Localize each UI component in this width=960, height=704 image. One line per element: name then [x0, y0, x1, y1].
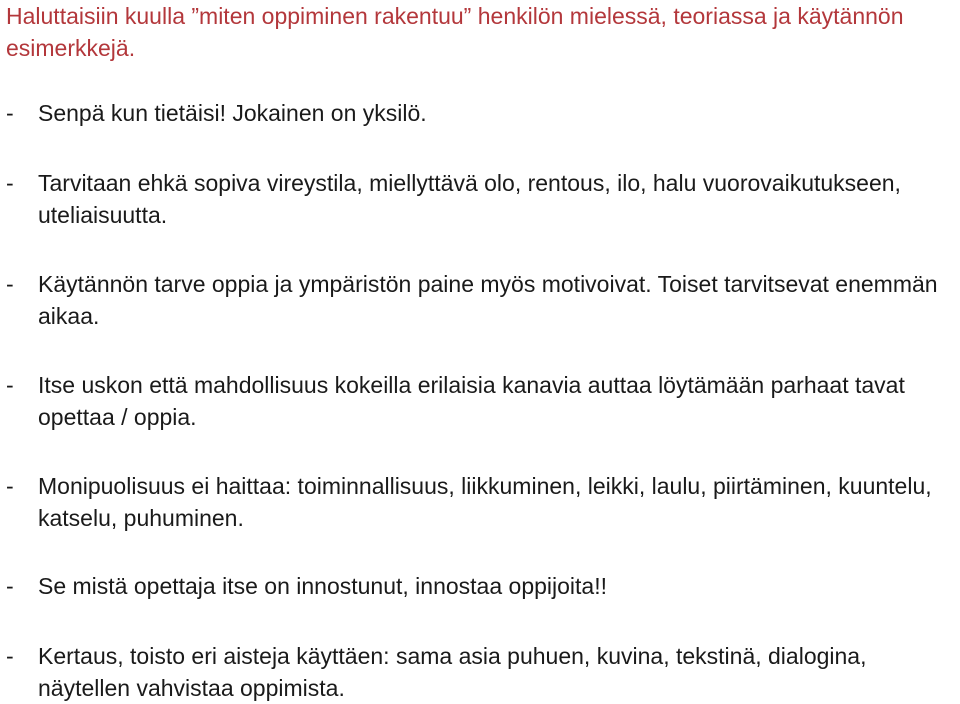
bullet-item: [6, 640, 956, 704]
bullet-item: [6, 268, 956, 332]
intro-question: Haluttaisiin kuulla ”miten oppiminen rakentuu” henkilön mielessä, teoriassa ja käytännön esimerkkejä.: [6, 3, 904, 61]
bullet-text: Käytännön tarve oppia ja ympäristön paine myös motivoivat. Toiset tarvitsevat enemmän aikaa.: [38, 271, 938, 329]
bullet-dash: -: [6, 170, 14, 196]
bullet-item: [6, 470, 956, 534]
bullet-item: [6, 167, 956, 231]
bullet-text: Kertaus, toisto eri aisteja käyttäen: sama asia puhuen, kuvina, tekstinä, dialogina, näytellen vahvistaa oppimista.: [38, 643, 867, 701]
bullet-dash: -: [6, 473, 14, 499]
bullet-text: Itse uskon että mahdollisuus kokeilla erilaisia kanavia auttaa löytämään parhaat tavat opettaa / oppia.: [38, 372, 905, 430]
bullet-dash: -: [6, 372, 14, 398]
bullet-text: Tarvitaan ehkä sopiva vireystila, miellyttävä olo, rentous, ilo, halu vuorovaikutukseen, uteliaisuutta.: [38, 170, 901, 228]
bullet-text: Se mistä opettaja itse on innostunut, innostaa oppijoita!!: [38, 573, 607, 599]
bullet-item: [6, 369, 956, 433]
bullet-dash: -: [6, 573, 14, 599]
bullet-dash: -: [6, 643, 14, 669]
bullet-item: [6, 570, 956, 602]
bullet-dash: -: [6, 271, 14, 297]
bullet-text: Senpä kun tietäisi! Jokainen on yksilö.: [38, 100, 427, 126]
bullet-item: [6, 97, 956, 129]
bullet-dash: -: [6, 100, 14, 126]
bullet-text: Monipuolisuus ei haittaa: toiminnallisuus, liikkuminen, leikki, laulu, piirtäminen, kuuntelu, katselu, puhuminen.: [38, 473, 932, 531]
